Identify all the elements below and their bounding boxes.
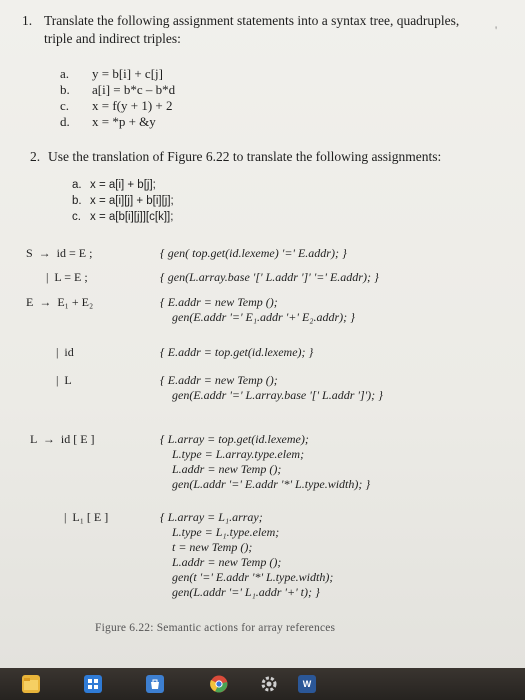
q1-number: 1. (22, 13, 33, 28)
production-s-assign: S → id = E ; (26, 246, 93, 260)
production-s-array: | L = E ; (46, 270, 88, 284)
settings-icon[interactable] (260, 675, 278, 693)
action-l-nested-5: gen(t '=' E.addr '*' L.type.width); (172, 570, 334, 584)
production-e-l: | L (56, 373, 72, 387)
q1-text-line1: Translate the following assignment statements into a syntax tree, quadruples, (44, 13, 460, 28)
q1-item-b-text: a[i] = b*c – b*d (92, 82, 176, 97)
action-e-plus-1: { E.addr = new Temp (); (160, 295, 278, 309)
q2-item-b-label: b. (72, 195, 82, 207)
word-icon-label: W (302, 679, 312, 689)
action-l-nested-3: t = new Temp (); (172, 540, 253, 554)
action-l-id-1: { L.array = top.get(id.lexeme); (160, 432, 309, 446)
action-e-id: { E.addr = top.get(id.lexeme); } (160, 345, 314, 359)
action-l-nested-4: L.addr = new Temp (); (172, 555, 282, 569)
page-mark: ' (495, 23, 498, 37)
action-l-id-2: L.type = L.array.type.elem; (172, 447, 305, 461)
figure-caption: Figure 6.22: Semantic actions for array references (95, 622, 336, 634)
action-l-nested-6: gen(L.addr '=' L₁.addr '+' t); } (172, 585, 320, 599)
q1-item-d-text: x = *p + &y (92, 114, 156, 129)
production-l-nested: | L₁ [ E ] (64, 510, 109, 524)
shopping-icon[interactable] (146, 675, 164, 693)
q2-item-b-text: x = a[i][j] + b[i][j]; (90, 195, 174, 207)
q2-item-c-text: x = a[b[i][j]][c[k]]; (90, 211, 174, 223)
production-e-plus: E → E₁ + E₂ (26, 295, 94, 309)
q2-item-a-text: x = a[i] + b[j]; (90, 179, 156, 191)
action-e-l-2: gen(E.addr '=' L.array.base '[' L.addr ']'); } (172, 388, 383, 402)
word-icon[interactable] (298, 675, 316, 693)
action-s-assign: { gen( top.get(id.lexeme) '=' E.addr); } (160, 246, 347, 260)
q2-text: Use the translation of Figure 6.22 to translate the following assignments: (48, 149, 442, 164)
action-l-id-3: L.addr = new Temp (); (172, 462, 282, 476)
taskbar (0, 668, 525, 700)
action-e-l-1: { E.addr = new Temp (); (160, 373, 278, 387)
action-l-nested-1: { L.array = L₁.array; (160, 510, 263, 524)
action-l-id-4: gen(L.addr '=' E.addr '*' L.type.width); } (172, 477, 371, 491)
q1-item-b-label: b. (60, 82, 70, 97)
q1-item-a-label: a. (60, 66, 70, 81)
q2-number: 2. (30, 149, 41, 164)
q1-item-c-label: c. (60, 98, 70, 113)
q1-item-c-text: x = f(y + 1) + 2 (92, 98, 173, 113)
q1-text-line2: triple and indirect triples: (44, 31, 181, 46)
q2-item-c-label: c. (72, 211, 81, 223)
production-l-id: L → id [ E ] (30, 432, 95, 446)
chrome-icon[interactable] (210, 675, 228, 693)
store-icon[interactable] (84, 675, 102, 693)
file-explorer-icon[interactable] (22, 675, 40, 693)
action-l-nested-2: L.type = L₁.type.elem; (172, 525, 280, 539)
action-e-plus-2: gen(E.addr '=' E₁.addr '+' E₂.addr); } (172, 310, 355, 324)
production-e-id: | id (56, 345, 74, 359)
q1-item-d-label: d. (60, 114, 70, 129)
action-s-array: { gen(L.array.base '[' L.addr ']' '=' E.addr); } (160, 270, 379, 284)
q2-item-a-label: a. (72, 179, 82, 191)
q1-item-a-text: y = b[i] + c[j] (92, 66, 163, 81)
